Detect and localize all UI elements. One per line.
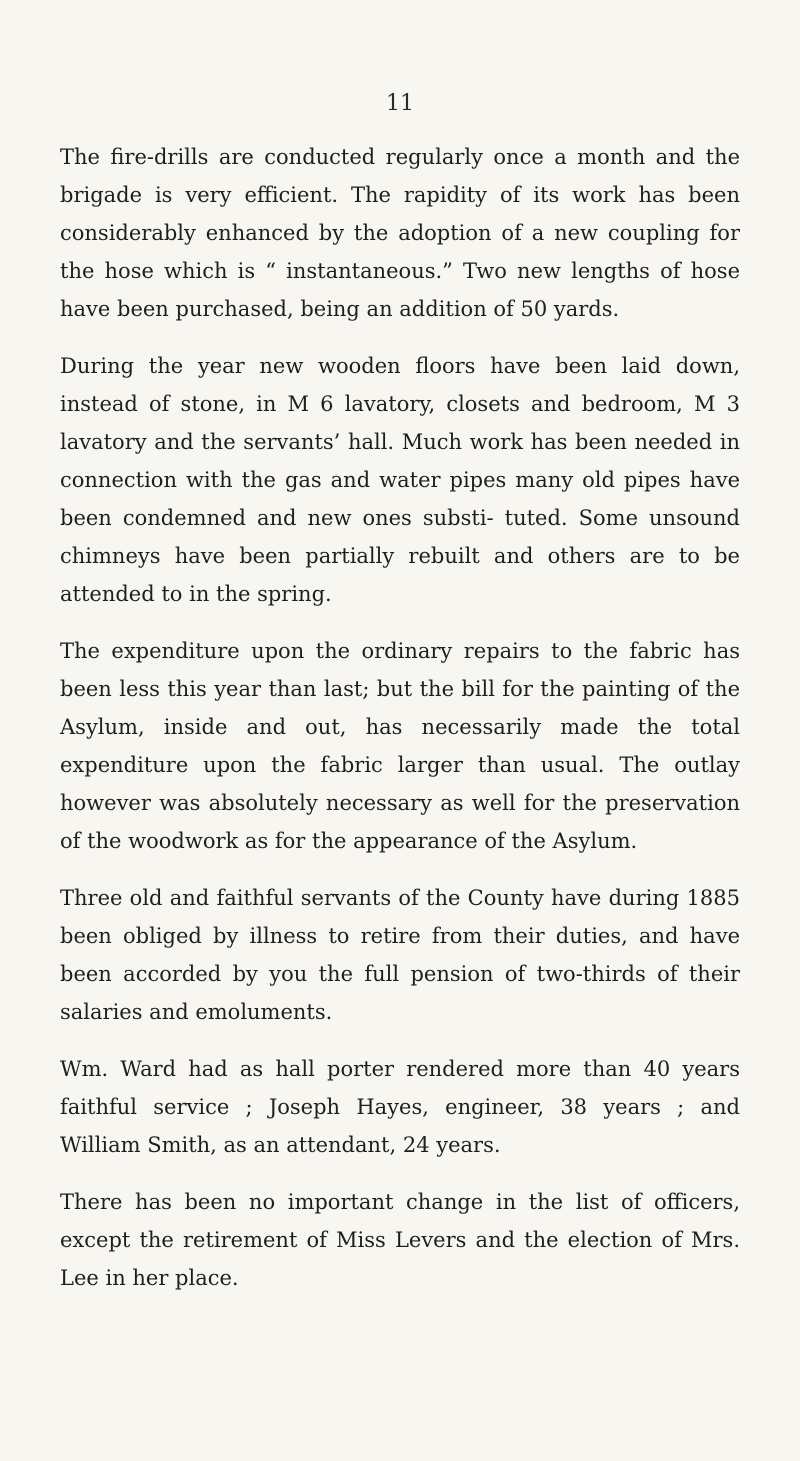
paragraph-floors-and-pipes: During the year new wooden floors have been laid down, instead of stone, in M 6 lavatory, closets and bedroom, M 3 lavatory and the servants’ hall. Much work has been needed in connection with the gas and water pipes many old pipes have been condemned and new ones substi- tuted. Some unsound chimneys have been partially rebuilt and others are to be attended to in the spring. — [60, 354, 740, 606]
paragraph-officers: There has been no important change in the list of officers, except the retirement of Miss Levers and the election of Mrs. Lee in her place. — [60, 1190, 740, 1290]
paragraph-fire-drills: The fire-drills are conducted regularly once a month and the brigade is very efficient. The rapidity of its work has been considerably enhanced by the adoption of a new coupling for the hose which is “ instantaneous.” Two new lengths of hose have been purchased, being an addition of 50 yards. — [60, 145, 740, 321]
report-body — [60, 138, 740, 1297]
paragraph-retired-servants: Three old and faithful servants of the County have during 1885 been obliged by illness to retire from their duties, and have been accorded by you the full pension of two-thirds of their salaries and emoluments. — [60, 886, 740, 1024]
paragraph-expenditure: The expenditure upon the ordinary repairs to the fabric has been less this year than last; but the bill for the painting of the Asylum, inside and out, has necessarily made the total expenditure upon the fabric larger than usual. The outlay however was absolutely necessary as well for the preservation of the woodwork as for the appearance of the Asylum. — [60, 639, 740, 853]
paragraph-service-years: Wm. Ward had as hall porter rendered more than 40 years faithful service ; Joseph Hayes, engineer, 38 years ; and William Smith, as an attendant, 24 years. — [60, 1057, 740, 1157]
page-number: 11 — [386, 91, 414, 116]
